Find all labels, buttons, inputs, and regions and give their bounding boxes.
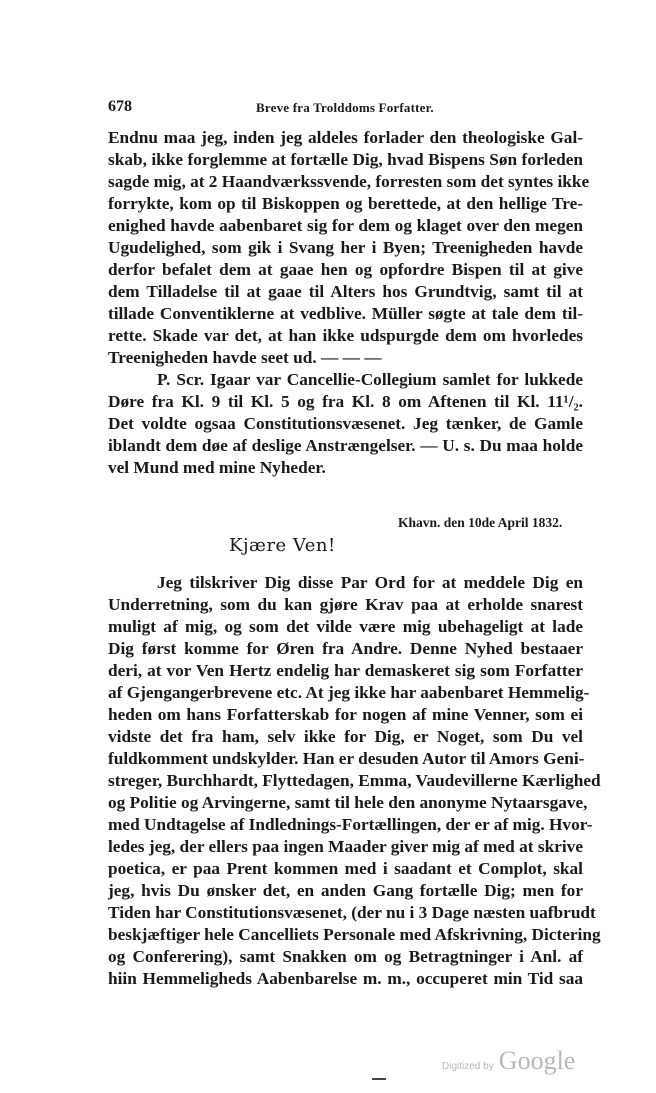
digitized-watermark xyxy=(442,1046,575,1076)
text-line: forrykte, kom op til Biskoppen og berettede, at den hellige Tre- xyxy=(108,194,583,213)
footer-mark xyxy=(372,1078,386,1080)
text-line: ledes jeg, der ellers paa ingen Maader giver mig af med at skrive xyxy=(108,837,583,856)
text-line: heden om hans Forfatterskab for nogen af mine Venner, som ei xyxy=(108,705,583,724)
text-line: Jeg tilskriver Dig disse Par Ord for at meddele Dig en xyxy=(157,573,583,592)
text-line: enighed havde aabenbaret sig for dem og klaget over den megen xyxy=(108,216,583,235)
text-line: Endnu maa jeg, inden jeg aldeles forlader den theologiske Gal- xyxy=(108,128,583,147)
text-line: vidste det fra ham, selv ikke for Dig, er Noget, som Du vel xyxy=(108,727,583,746)
page-header xyxy=(108,98,583,120)
text-line: og Politie og Arvingerne, samt til hele den anonyme Nytaarsgave, xyxy=(108,793,588,812)
text-line: vel Mund med mine Nyheder. xyxy=(108,458,326,477)
text-line: fuldkomment undskylder. Han er desuden Autor til Amors Geni- xyxy=(108,749,585,768)
text-line: poetica, er paa Prent kommen med i saadant et Complot, skal xyxy=(108,859,583,878)
letter-salutation: Kjære Ven! xyxy=(229,535,336,556)
text-line: skab, ikke forglemme at fortælle Dig, hvad Bispens Søn forleden xyxy=(108,150,583,169)
text-line: deri, at vor Ven Hertz endelig har demaskeret sig som Forfatter xyxy=(108,661,583,680)
text-line: jeg, hvis Du ønsker det, en anden Gang fortælle Dig; men for xyxy=(108,881,583,900)
text-line: tillade Conventiklerne at vedblive. Müller søgte at tale dem til- xyxy=(108,304,583,323)
text-line: Det voldte ogsaa Constitutionsvæsenet. Jeg tænker, de Gamle xyxy=(108,414,583,433)
text-line: sagde mig, at 2 Haandværkssvende, forresten som det syntes ikke xyxy=(108,172,590,191)
watermark-brand: Google xyxy=(498,1046,576,1075)
text-line: Tiden har Constitutionsvæsenet, (der nu i 3 Dage næsten uafbrudt xyxy=(108,903,596,922)
text-line: Treenigheden havde seet ud. — — — xyxy=(108,348,382,367)
text-line: iblandt dem døe af deslige Anstrængelser. — U. s. Du maa holde xyxy=(108,436,583,455)
text-line: streger, Burchhardt, Flyttedagen, Emma, Vaudevillerne Kærlighed xyxy=(108,771,601,790)
text-line: derfor befalet dem at gaae hen og opfordre Bispen til at give xyxy=(108,260,583,279)
text-line: Underretning, som du kan gjøre Krav paa at erholde snarest xyxy=(108,595,583,614)
letter-dateline: Khavn. den 10de April 1832. xyxy=(398,515,563,530)
text-line: Dig først komme for Øren fra Andre. Denne Nyhed bestaaer xyxy=(108,639,583,658)
text-line: hiin Hemmeligheds Aabenbarelse m. m., occuperet min Tid saa xyxy=(108,969,583,988)
text-line: og Conferering), samt Snakken om og Betragtninger i Anl. af xyxy=(108,947,583,966)
text-line: dem Tilladelse til at gaae til Alters hos Grundtvig, samt til at xyxy=(108,282,583,301)
text-line: af Gjengangerbrevene etc. At jeg ikke har aabenbaret Hemmelig- xyxy=(108,683,590,702)
text-line: beskjæftiger hele Cancelliets Personale med Afskrivning, Dictering xyxy=(108,925,601,944)
text-line: med Undtagelse af Indlednings-Fortællingen, der er af mig. Hvor- xyxy=(108,815,593,834)
running-title: Breve fra Trolddoms Forfatter. xyxy=(256,100,434,115)
text-line: Ugudelighed, som gik i Svang her i Byen; Treenigheden havde xyxy=(108,238,583,257)
text-line: P. Scr. Igaar var Cancellie-Collegium samlet for lukkede xyxy=(157,370,583,389)
page-number: 678 xyxy=(108,98,132,115)
watermark-prefix: Digitized by xyxy=(442,1061,494,1072)
text-line: Døre fra Kl. 9 til Kl. 5 og fra Kl. 8 om Aftenen til Kl. 11¹/₂. xyxy=(108,392,583,411)
text-line: muligt af mig, og som det vilde være mig ubehageligt at lade xyxy=(108,617,583,636)
text-line: rette. Skade var det, at han ikke udspurgde dem om hvorledes xyxy=(108,326,583,345)
